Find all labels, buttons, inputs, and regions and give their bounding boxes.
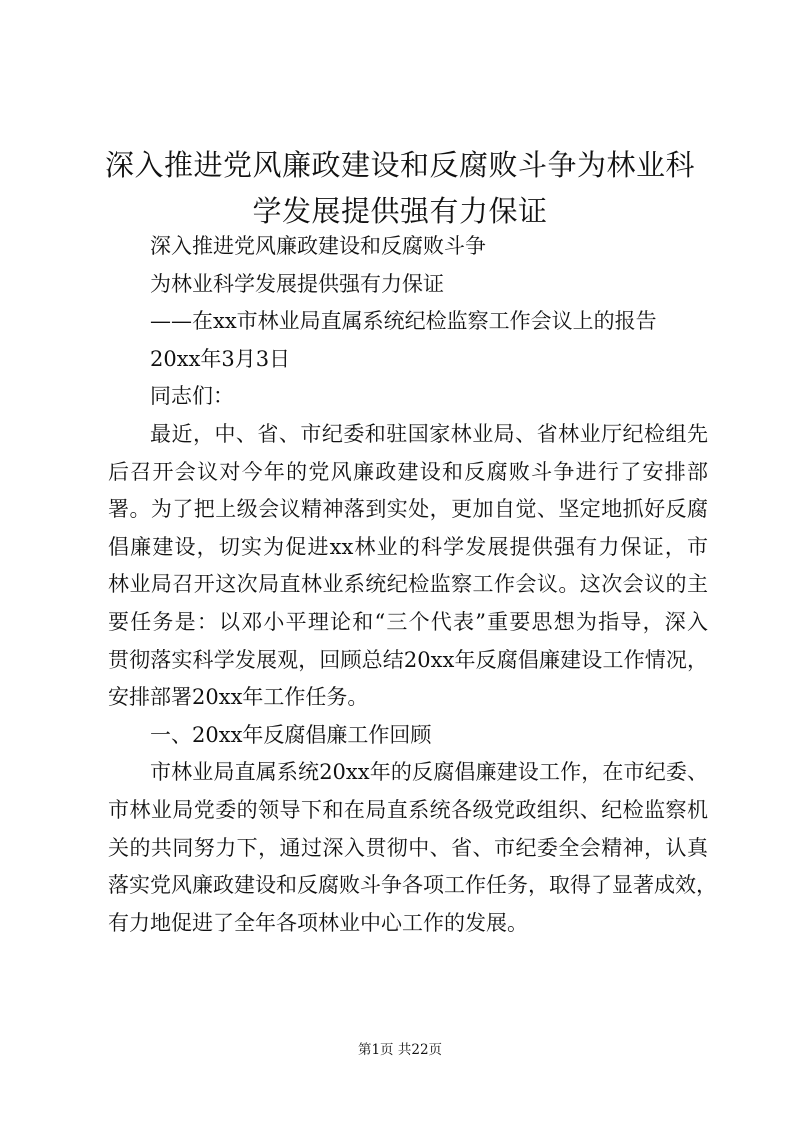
page-indicator: 第1页 共22页 <box>357 1042 443 1058</box>
paragraph-line: 后召开会议对今年的党风廉政建设和反腐败斗争进行了安排部 <box>108 459 708 484</box>
paragraph-line: 落实党风廉政建设和反腐败斗争各项工作任务，取得了显著成效， <box>108 873 717 898</box>
paragraph-line: 要任务是：以邓小平理论和“三个代表”重要思想为指导，深入 <box>108 609 708 634</box>
paragraph-line: 市林业局党委的领导下和在局直系统各级党政组织、纪检监察机 <box>108 797 708 822</box>
paragraph-1 <box>108 416 708 717</box>
salutation: 同志们： <box>150 384 234 409</box>
paragraph-line: 市林业局直属系统20xx年的反腐倡廉建设工作，在市纪委、 <box>150 760 708 785</box>
report-occasion-line: ——在xx市林业局直属系统纪检监察工作会议上的报告 <box>150 309 657 334</box>
paragraph-line: 安排部署20xx年工作任务。 <box>108 685 369 710</box>
paragraph-line: 有力地促进了全年各项林业中心工作的发展。 <box>108 910 528 935</box>
report-date: 20xx年3月3日 <box>150 346 291 371</box>
subtitle-line: 深入推进党风廉政建设和反腐败斗争 <box>150 234 486 258</box>
subtitle-line: 为林业科学发展提供强有力保证 <box>150 271 444 296</box>
paragraph-2 <box>108 754 717 942</box>
title-line: 学发展提供强有力保证 <box>252 194 548 228</box>
paragraph-line: 最近，中、省、市纪委和驻国家林业局、省林业厅纪检组先 <box>150 421 708 446</box>
document-body <box>108 228 717 942</box>
paragraph-line: 林业局召开这次局直林业系统纪检监察工作会议。这次会议的主 <box>108 572 708 597</box>
paragraph-line: 倡廉建设，切实为促进xx林业的科学发展提供强有力保证，市 <box>108 534 708 559</box>
paragraph-line: 关的共同努力下，通过深入贯彻中、省、市纪委全会精神，认真 <box>108 835 708 860</box>
document-title <box>100 142 700 234</box>
paragraph-line: 贯彻落实科学发展观，回顾总结20xx年反腐倡廉建设工作情况， <box>108 647 708 672</box>
title-line: 深入推进党风廉政建设和反腐败斗争为林业科 <box>104 148 695 182</box>
page-footer <box>0 1040 800 1060</box>
paragraph-line: 署。为了把上级会议精神落到实处，更加自觉、坚定地抓好反腐 <box>108 497 708 522</box>
section-heading: 一、20xx年反腐倡廉工作回顾 <box>150 722 432 747</box>
